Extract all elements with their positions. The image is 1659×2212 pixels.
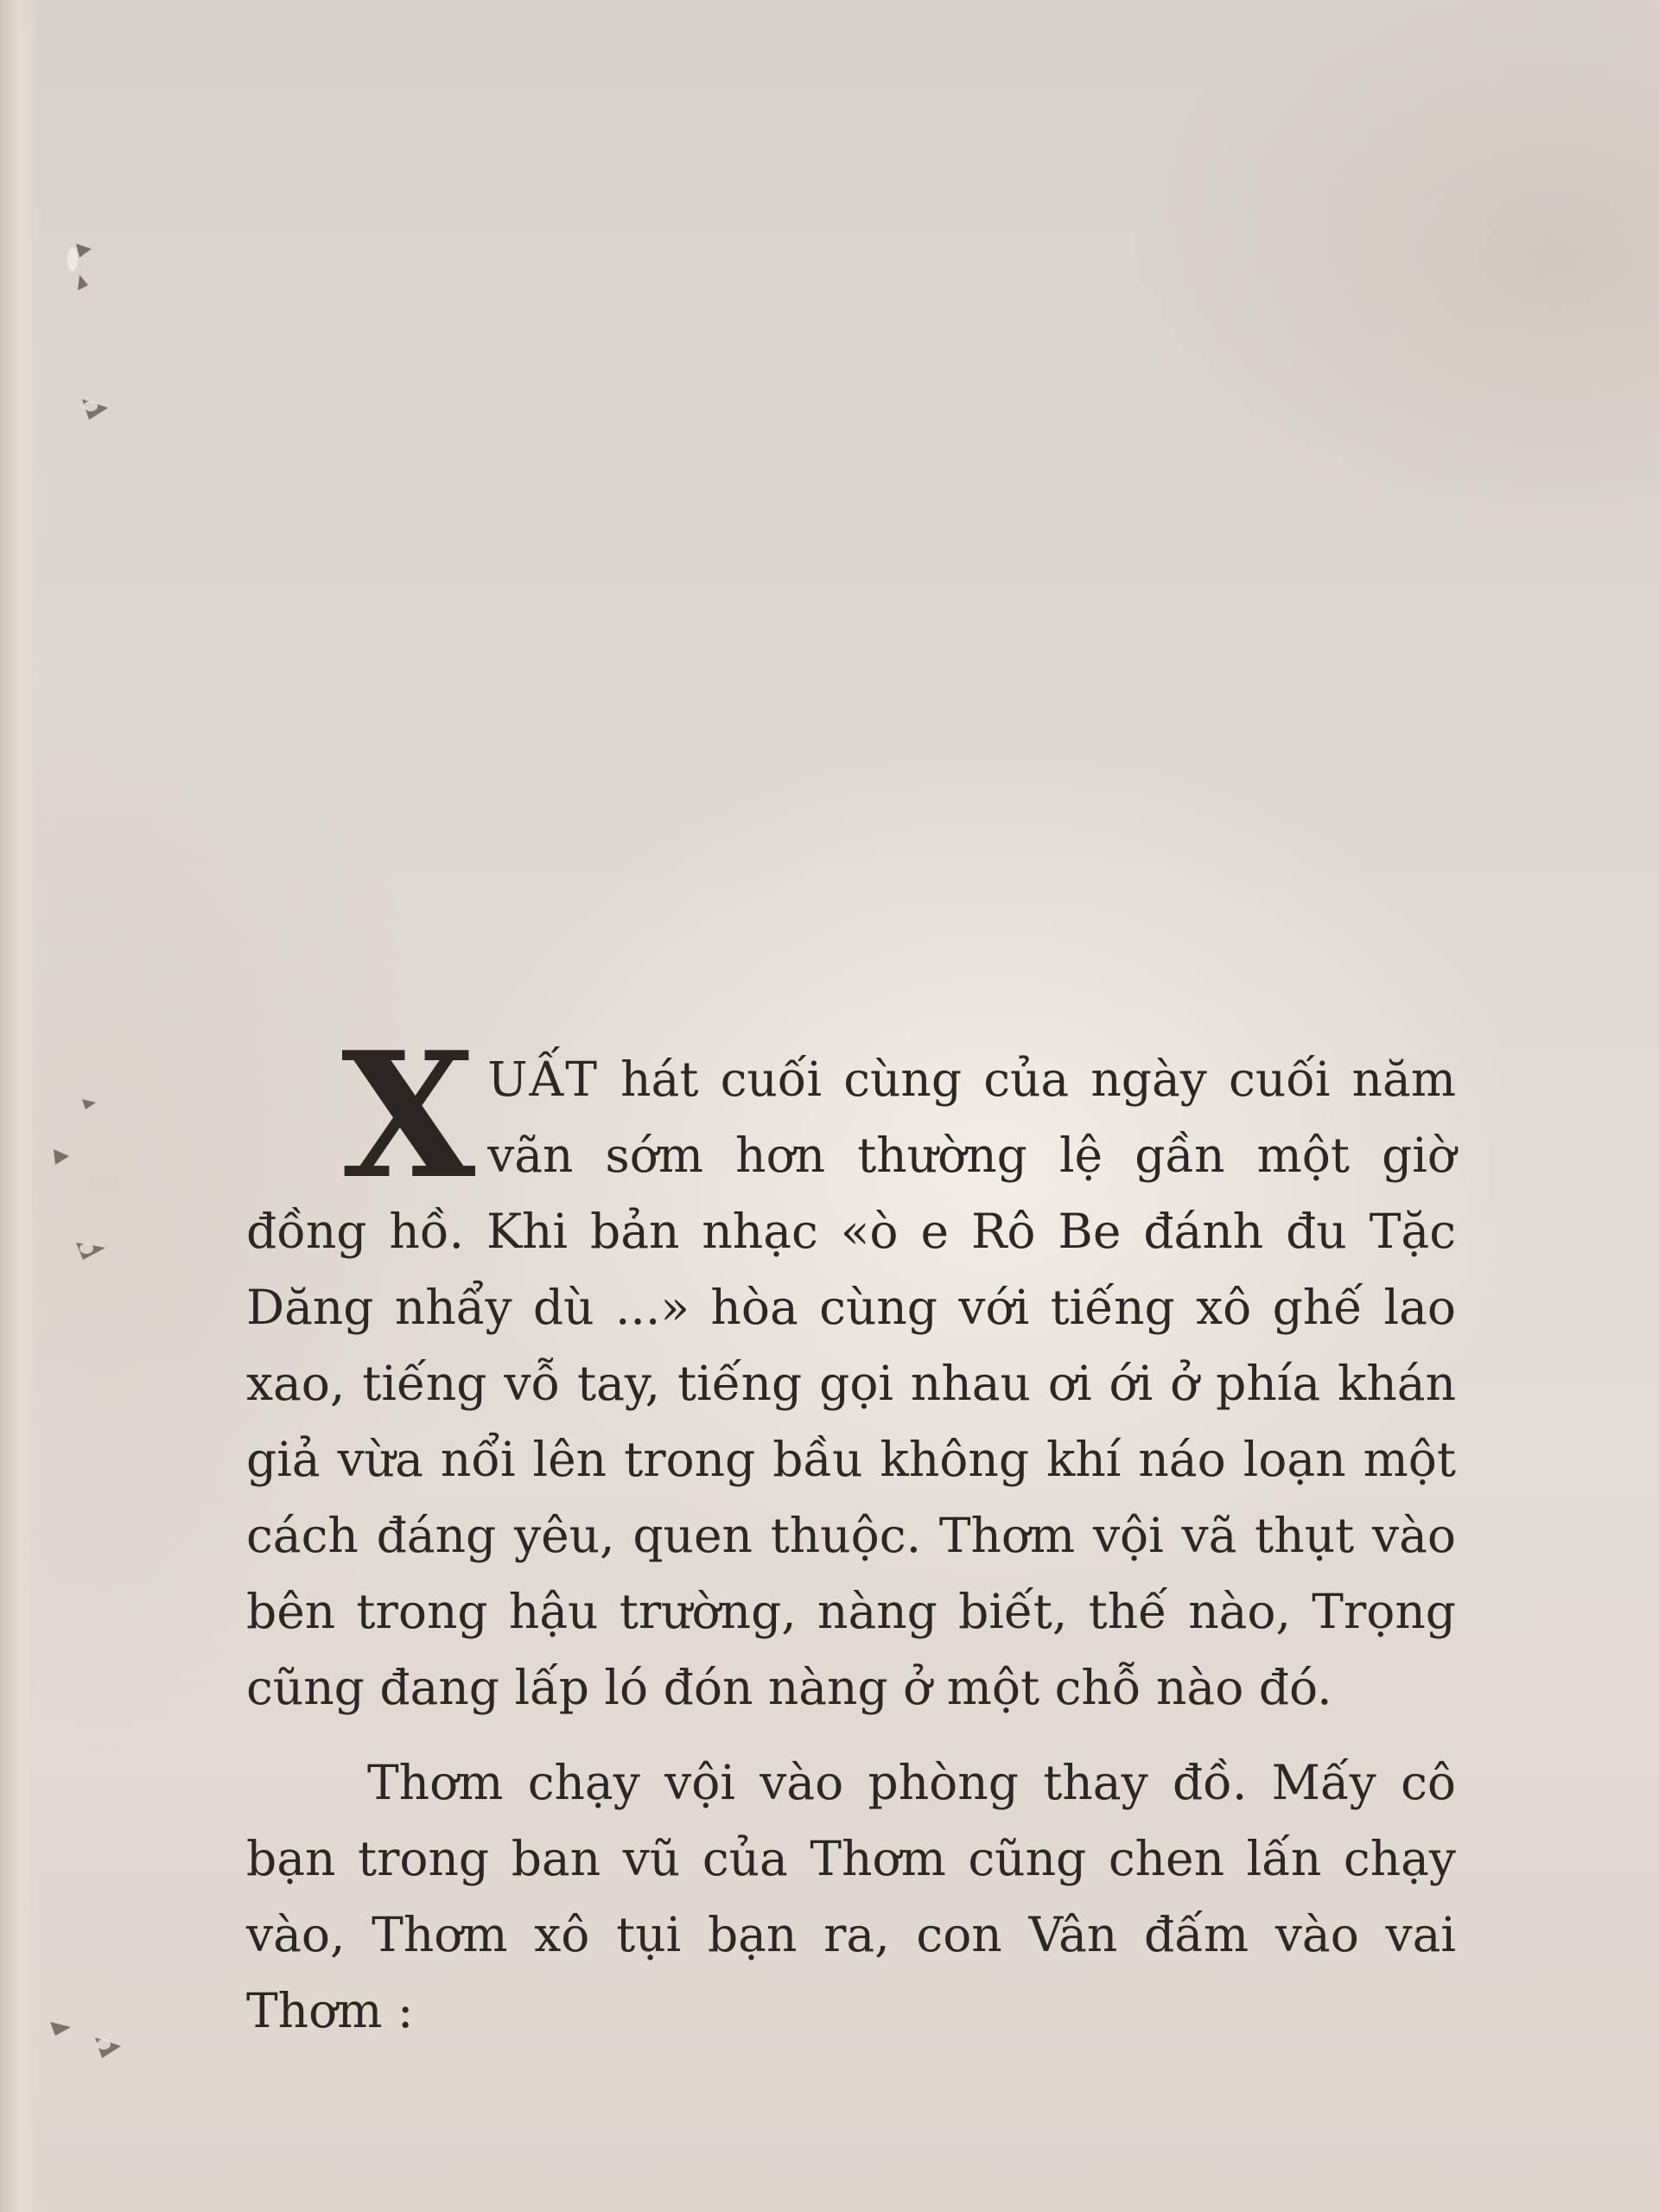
paragraph-1-text: hát cuối cùng của ngày cuối năm vãn sớm hơn thường lệ gần một giờ đồng hồ. Khi bản nhạc «ò e Rô Be đánh đu Tặc Dăng nhẩy dù ...» hòa cùng với tiếng xô ghế lao xao, tiếng vỗ tay, tiếng gọi nhau ơi ới ở phía khán giả vừa nổi lên trong bầu không khí náo loạn một cách đáng yêu, quen thuộc. Thơm vội vã thụt vào bên trong hậu trường, nàng biết, thế nào, Trọng cũng đang lấp ló đón nàng ở một chỗ nào đó. bbox=[246, 1052, 1456, 1715]
paragraph-1 bbox=[246, 1014, 1456, 1726]
paragraph-2: Thơm chạy vội vào phòng thay đồ. Mấy cô bạn trong ban vũ của Thơm cũng chen lấn chạy vào, Thơm xô tụi bạn ra, con Vân đấm vào vai Thơm : bbox=[246, 1755, 1456, 2038]
binding-holes bbox=[0, 0, 156, 2212]
drop-cap: X bbox=[341, 1014, 476, 1217]
body-text bbox=[246, 1014, 1456, 2049]
lead-word: UẤT bbox=[487, 1052, 599, 1107]
